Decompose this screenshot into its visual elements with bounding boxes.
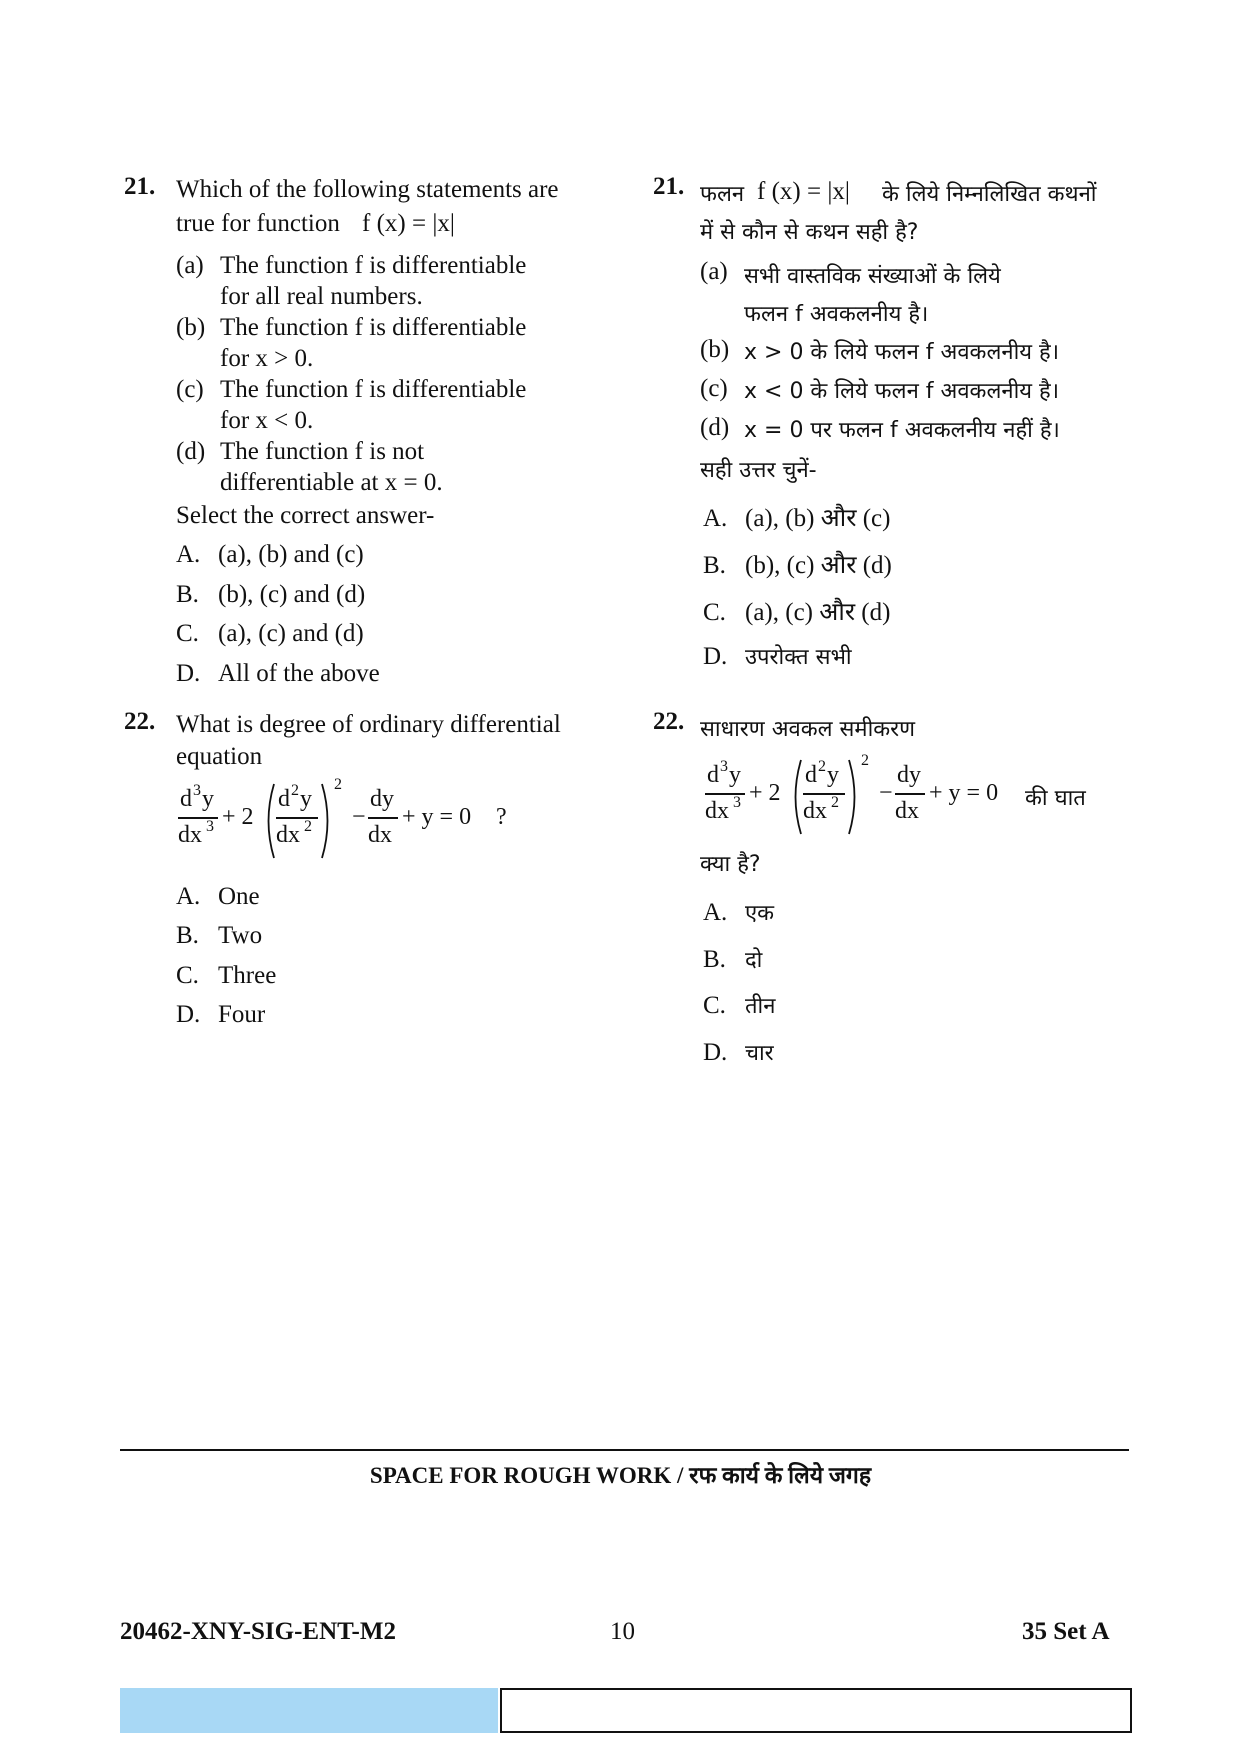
- fraction-bar: [368, 817, 398, 819]
- option-a[interactable]: [176, 541, 364, 569]
- eq-dx: dx: [895, 798, 919, 824]
- option-b[interactable]: [176, 581, 365, 609]
- option-c[interactable]: [703, 990, 775, 1020]
- statement-text: The function f is differentiable: [220, 314, 527, 341]
- option-b[interactable]: [176, 922, 262, 950]
- option-text: तीन: [745, 994, 776, 1019]
- blank-box: [500, 1688, 1132, 1733]
- eq-plus-y: + y = 0: [402, 804, 472, 830]
- eq-minus: −: [352, 804, 366, 830]
- option-label: B.: [176, 922, 199, 949]
- eq-exp3: 3: [720, 758, 728, 775]
- option-a[interactable]: [176, 883, 260, 911]
- option-text: (a), (b) and (c): [218, 541, 364, 568]
- option-label: D.: [176, 660, 201, 687]
- option-d[interactable]: [176, 1001, 265, 1029]
- question-mark: ?: [496, 804, 507, 830]
- option-label: C.: [176, 620, 199, 647]
- statement-label: (d): [176, 438, 206, 465]
- statement-text: The function f is differentiable: [220, 376, 527, 403]
- option-text: उपरोक्त सभी: [745, 645, 852, 670]
- eq-exp3-den: 3: [733, 794, 741, 811]
- statement-b: [700, 336, 1060, 365]
- option-label: C.: [703, 992, 726, 1019]
- eq-suffix: की घात: [1025, 786, 1086, 811]
- option-label: B.: [703, 552, 726, 579]
- option-text: (b), (c) and (d): [218, 581, 366, 608]
- question-stem-pre: फलन: [700, 182, 745, 207]
- question-stem-line1: साधारण अवकल समीकरण: [700, 717, 916, 742]
- statement-text-cont: for x < 0.: [220, 407, 314, 434]
- question-stem-line2: में से कौन से कथन सही है?: [700, 220, 919, 245]
- statement-text: x > 0 के लिये फलन f अवकलनीय है।: [744, 340, 1060, 365]
- color-band: [120, 1688, 498, 1733]
- statement-text: x = 0 पर फलन f अवकलनीय नहीं है।: [744, 418, 1060, 443]
- option-text: चार: [745, 1041, 774, 1066]
- statement-c: [700, 375, 1060, 404]
- statement-text-cont: फलन f अवकलनीय है।: [744, 302, 929, 327]
- page-number: 10: [610, 1618, 635, 1645]
- statement-label: (a): [176, 252, 204, 279]
- option-a[interactable]: [703, 897, 774, 927]
- option-c[interactable]: [703, 594, 890, 628]
- option-label: A.: [176, 883, 201, 910]
- eq-dy: dy: [370, 786, 394, 812]
- eq-d: d: [180, 786, 192, 812]
- option-label: A.: [703, 505, 728, 532]
- option-b[interactable]: [703, 944, 762, 974]
- eq-d: d: [805, 762, 817, 788]
- option-label: D.: [703, 1039, 728, 1066]
- right-paren: [847, 758, 861, 836]
- eq-exp3: 3: [193, 782, 201, 799]
- eq-dx: dx: [368, 822, 392, 848]
- set-label: 35 Set A: [1022, 1618, 1110, 1645]
- eq-exp2-den: 2: [831, 794, 839, 811]
- statement-a: [700, 258, 1001, 327]
- option-d[interactable]: [176, 660, 380, 688]
- statement-text: x < 0 के लिये फलन f अवकलनीय है।: [744, 379, 1060, 404]
- option-label: B.: [703, 946, 726, 973]
- option-text: (a), (b) और (c): [745, 505, 891, 532]
- eq-exp2-den: 2: [304, 818, 312, 835]
- statement-d: [700, 414, 1060, 443]
- option-text: (b), (c) और (d): [745, 552, 892, 579]
- paper-code: 20462-XNY-SIG-ENT-M2: [120, 1618, 396, 1645]
- statement-label: (c): [176, 376, 204, 403]
- eq-y: y: [300, 786, 312, 812]
- left-paren: [789, 758, 803, 836]
- option-text: (a), (c) और (d): [745, 599, 891, 626]
- option-label: B.: [176, 581, 199, 608]
- function-expression: f (x) = |x|: [362, 210, 455, 237]
- question-number: 22.: [124, 708, 156, 735]
- option-text: (a), (c) and (d): [218, 620, 364, 647]
- eq-exp3-den: 3: [206, 818, 214, 835]
- question-stem-post: के लिये निम्नलिखित कथनों: [882, 182, 1097, 207]
- option-c[interactable]: [176, 962, 276, 990]
- option-text: Three: [218, 962, 277, 989]
- option-label: C.: [176, 962, 199, 989]
- eq-minus: −: [879, 780, 893, 806]
- statement-label: (b): [700, 336, 730, 363]
- eq-outer-exp: 2: [861, 752, 869, 769]
- option-text: एक: [745, 901, 775, 926]
- eq-dx: dx: [276, 822, 300, 848]
- rough-work-divider: [120, 1449, 1129, 1451]
- differential-equation: [176, 776, 536, 862]
- option-d[interactable]: [703, 641, 852, 671]
- statement-text-cont: differentiable at x = 0.: [220, 469, 443, 496]
- option-label: A.: [176, 541, 201, 568]
- option-c[interactable]: [176, 620, 364, 648]
- question-stem-line2: equation: [176, 743, 263, 770]
- eq-dx: dx: [705, 798, 729, 824]
- option-text: Two: [218, 922, 263, 949]
- eq-d: d: [278, 786, 290, 812]
- option-a[interactable]: [703, 500, 890, 534]
- statement-label: (c): [700, 375, 728, 402]
- question-stem-line2: true for function: [176, 210, 340, 237]
- statement-text: सभी वास्तविक संख्याओं के लिये: [744, 264, 1001, 289]
- eq-dx: dx: [178, 822, 202, 848]
- option-text: Four: [218, 1001, 266, 1028]
- option-text: All of the above: [218, 660, 380, 687]
- eq-plus2: + 2: [222, 804, 254, 830]
- statement-text: The function f is differentiable: [220, 252, 527, 279]
- option-label: C.: [703, 599, 726, 626]
- statement-label: (d): [700, 414, 730, 441]
- option-text: दो: [745, 948, 763, 973]
- fraction-bar: [895, 793, 925, 795]
- eq-y: y: [202, 786, 214, 812]
- eq-dy: dy: [897, 762, 921, 788]
- eq-d: d: [707, 762, 719, 788]
- question-stem-line1: Which of the following statements are: [176, 176, 559, 203]
- eq-dx: dx: [803, 798, 827, 824]
- differential-equation: [703, 752, 1123, 838]
- answer-prompt: सही उत्तर चुनें-: [700, 458, 817, 483]
- eq-exp2: 2: [291, 782, 299, 799]
- statement-label: (a): [700, 258, 728, 285]
- statement-text-cont: for all real numbers.: [220, 283, 423, 310]
- eq-outer-exp: 2: [334, 776, 342, 793]
- eq-plus2: + 2: [749, 780, 781, 806]
- option-label: D.: [176, 1001, 201, 1028]
- option-d[interactable]: [703, 1037, 774, 1067]
- question-number: 21.: [124, 173, 156, 200]
- eq-plus-y: + y = 0: [929, 780, 999, 806]
- eq-exp2: 2: [818, 758, 826, 775]
- option-text: One: [218, 883, 260, 910]
- right-paren: [320, 782, 334, 860]
- rough-work-label: SPACE FOR ROUGH WORK / रफ कार्य के लिये जगह: [369, 1463, 872, 1488]
- left-paren: [262, 782, 276, 860]
- option-b[interactable]: [703, 547, 892, 581]
- answer-prompt: Select the correct answer-: [176, 502, 435, 529]
- eq-y: y: [729, 762, 741, 788]
- statement-text-cont: for x > 0.: [220, 345, 314, 372]
- question-stem-line3: क्या है?: [700, 852, 761, 877]
- question-number: 22.: [653, 708, 685, 735]
- statement-label: (b): [176, 314, 206, 341]
- option-label: D.: [703, 643, 728, 670]
- eq-y: y: [827, 762, 839, 788]
- function-expression: f (x) = |x|: [757, 178, 850, 205]
- question-number: 21.: [653, 173, 685, 200]
- option-label: A.: [703, 899, 728, 926]
- question-stem-line1: What is degree of ordinary differential: [176, 711, 561, 738]
- statement-text: The function f is not: [220, 438, 425, 465]
